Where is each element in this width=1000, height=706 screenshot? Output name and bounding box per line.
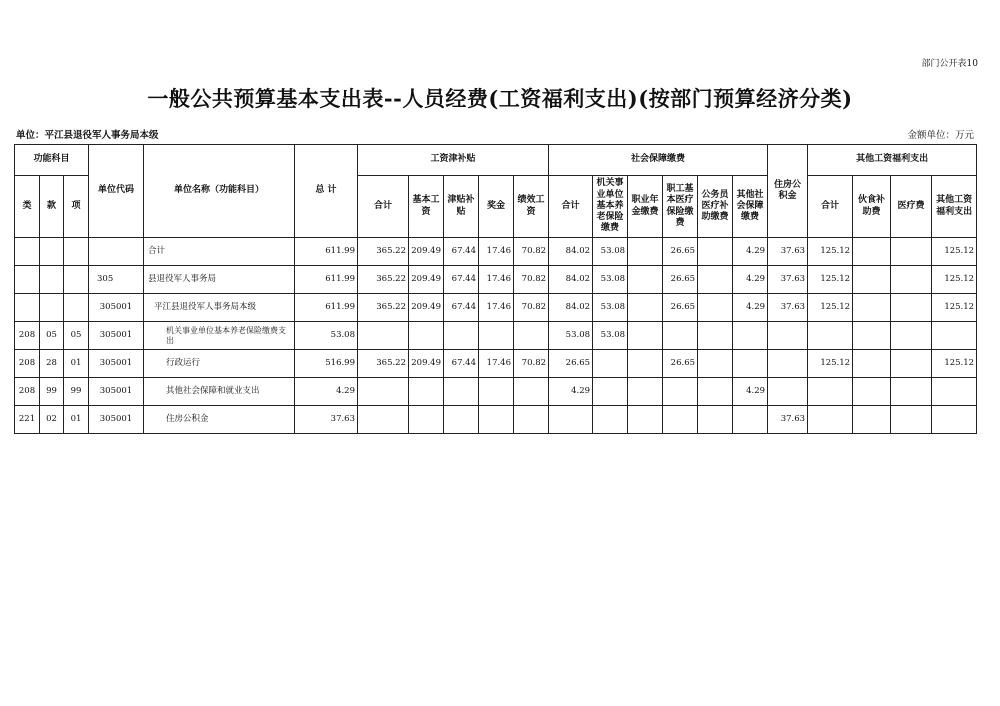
- amount-unit-label: 金额单位：万元: [907, 130, 974, 141]
- cell-wage: 67.44: [444, 350, 479, 378]
- cell-other: [891, 322, 932, 350]
- cell-other: [932, 322, 977, 350]
- cell-kuan: 05: [40, 322, 64, 350]
- cell-lei: [15, 294, 40, 322]
- cell-kuan: [40, 294, 64, 322]
- cell-other: 125.12: [808, 238, 853, 266]
- cell-wage: 70.82: [514, 266, 549, 294]
- cell-social: [628, 406, 663, 434]
- cell-wage: 67.44: [444, 238, 479, 266]
- cell-wage: [479, 378, 514, 406]
- cell-housing: 37.63: [768, 406, 808, 434]
- table-body: [15, 238, 977, 434]
- header-medical-fee: 医疗费: [891, 176, 932, 238]
- header-medical-insurance: 职工基本医疗保险缴费: [663, 176, 698, 238]
- cell-wage: [444, 378, 479, 406]
- cell-social: [698, 350, 733, 378]
- cell-other: [853, 266, 891, 294]
- table-row: [15, 238, 977, 266]
- cell-unit-code: 305001: [89, 294, 144, 322]
- header-other-group: 其他工资福利支出: [808, 145, 977, 176]
- cell-social: 84.02: [549, 238, 593, 266]
- cell-other: [932, 406, 977, 434]
- header-unit-code: 单位代码: [89, 145, 144, 238]
- cell-social: [628, 294, 663, 322]
- table-row: [15, 294, 977, 322]
- cell-other: [853, 378, 891, 406]
- cell-social: 4.29: [549, 378, 593, 406]
- cell-lei: 208: [15, 350, 40, 378]
- cell-other: [853, 294, 891, 322]
- cell-other: [808, 378, 853, 406]
- cell-unit-name: 其他社会保障和就业支出: [144, 378, 295, 406]
- cell-wage: [479, 406, 514, 434]
- cell-other: [891, 378, 932, 406]
- cell-unit-code: 305: [89, 266, 144, 294]
- cell-other: [853, 322, 891, 350]
- cell-social: [628, 378, 663, 406]
- cell-social: [698, 266, 733, 294]
- cell-total: 4.29: [295, 378, 358, 406]
- cell-other: 125.12: [932, 266, 977, 294]
- cell-wage: 17.46: [479, 350, 514, 378]
- cell-other: 125.12: [808, 266, 853, 294]
- header-performance-wage: 绩效工资: [514, 176, 549, 238]
- cell-other: [891, 294, 932, 322]
- header-civil-servant-medical: 公务员医疗补助缴费: [698, 176, 733, 238]
- unit-label: 单位：平江县退役军人事务局本级: [16, 130, 159, 141]
- cell-unit-code: 305001: [89, 406, 144, 434]
- cell-wage: [409, 322, 444, 350]
- table-row: [15, 266, 977, 294]
- cell-unit-code: 305001: [89, 350, 144, 378]
- table-row: [15, 378, 977, 406]
- cell-social: 4.29: [733, 294, 768, 322]
- cell-social: [593, 406, 628, 434]
- cell-total: 611.99: [295, 266, 358, 294]
- cell-unit-name: 平江县退役军人事务局本级: [144, 294, 295, 322]
- cell-xiang: 99: [64, 378, 89, 406]
- cell-unit-name: 行政运行: [144, 350, 295, 378]
- cell-social: 4.29: [733, 266, 768, 294]
- table-row: [15, 406, 977, 434]
- header-basic-wage: 基本工资: [409, 176, 444, 238]
- cell-social: [628, 266, 663, 294]
- header-social-group: 社会保障缴费: [549, 145, 768, 176]
- cell-social: [698, 238, 733, 266]
- cell-social: [733, 322, 768, 350]
- cell-housing: 37.63: [768, 238, 808, 266]
- cell-other: [853, 406, 891, 434]
- cell-social: 4.29: [733, 238, 768, 266]
- cell-housing: [768, 350, 808, 378]
- cell-social: 26.65: [663, 350, 698, 378]
- header-other-social: 其他社会保障缴费: [733, 176, 768, 238]
- cell-total: 37.63: [295, 406, 358, 434]
- cell-wage: 17.46: [479, 266, 514, 294]
- cell-wage: [409, 378, 444, 406]
- cell-total: 516.99: [295, 350, 358, 378]
- cell-social: [593, 350, 628, 378]
- cell-social: [663, 406, 698, 434]
- cell-social: 53.08: [593, 322, 628, 350]
- cell-social: 84.02: [549, 294, 593, 322]
- cell-wage: [444, 406, 479, 434]
- cell-social: [628, 322, 663, 350]
- header-allowance: 津贴补贴: [444, 176, 479, 238]
- cell-social: [698, 378, 733, 406]
- cell-wage: 209.49: [409, 238, 444, 266]
- cell-unit-name: 机关事业单位基本养老保险缴费支出: [144, 322, 295, 350]
- cell-wage: [479, 322, 514, 350]
- cell-housing: [768, 378, 808, 406]
- cell-social: 26.65: [663, 266, 698, 294]
- header-total: 总 计: [295, 145, 358, 238]
- cell-xiang: 01: [64, 350, 89, 378]
- cell-unit-name: 合计: [144, 238, 295, 266]
- cell-wage: [358, 322, 409, 350]
- cell-social: [628, 238, 663, 266]
- cell-other: [891, 238, 932, 266]
- cell-wage: [514, 378, 549, 406]
- cell-housing: 37.63: [768, 294, 808, 322]
- cell-kuan: 28: [40, 350, 64, 378]
- cell-total: 611.99: [295, 294, 358, 322]
- cell-social: 53.08: [593, 294, 628, 322]
- header-bonus: 奖金: [479, 176, 514, 238]
- header-wage-total: 合计: [358, 176, 409, 238]
- header-social-total: 合计: [549, 176, 593, 238]
- cell-unit-code: 305001: [89, 322, 144, 350]
- cell-wage: 70.82: [514, 350, 549, 378]
- cell-wage: [444, 322, 479, 350]
- cell-social: 26.65: [549, 350, 593, 378]
- header-wage-group: 工资津补贴: [358, 145, 549, 176]
- cell-wage: 365.22: [358, 266, 409, 294]
- cell-other: 125.12: [932, 238, 977, 266]
- cell-wage: [409, 406, 444, 434]
- cell-kuan: 02: [40, 406, 64, 434]
- cell-lei: 208: [15, 378, 40, 406]
- cell-kuan: 99: [40, 378, 64, 406]
- cell-lei: [15, 238, 40, 266]
- form-number: 部门公开表10: [921, 59, 978, 69]
- cell-other: 125.12: [932, 294, 977, 322]
- cell-wage: 17.46: [479, 238, 514, 266]
- cell-social: 53.08: [549, 322, 593, 350]
- cell-other: [891, 350, 932, 378]
- cell-wage: 67.44: [444, 294, 479, 322]
- cell-wage: 70.82: [514, 294, 549, 322]
- table-row: [15, 322, 977, 350]
- cell-social: [698, 294, 733, 322]
- cell-wage: 209.49: [409, 350, 444, 378]
- header-pension: 机关事业单位基本养老保险缴费: [593, 176, 628, 238]
- cell-other: 125.12: [932, 350, 977, 378]
- cell-social: [698, 406, 733, 434]
- cell-wage: 365.22: [358, 350, 409, 378]
- header-annuity: 职业年金缴费: [628, 176, 663, 238]
- cell-other: [853, 238, 891, 266]
- header-kuan: 款: [40, 176, 64, 238]
- budget-table: [14, 144, 977, 434]
- cell-unit-code: [89, 238, 144, 266]
- cell-wage: 17.46: [479, 294, 514, 322]
- cell-social: 26.65: [663, 294, 698, 322]
- cell-xiang: 05: [64, 322, 89, 350]
- header-other-total: 合计: [808, 176, 853, 238]
- header-meal-subsidy: 伙食补助费: [853, 176, 891, 238]
- cell-housing: [768, 322, 808, 350]
- cell-kuan: [40, 238, 64, 266]
- cell-lei: [15, 266, 40, 294]
- cell-other: [853, 350, 891, 378]
- cell-total: 53.08: [295, 322, 358, 350]
- cell-social: [549, 406, 593, 434]
- cell-wage: 365.22: [358, 238, 409, 266]
- cell-lei: 208: [15, 322, 40, 350]
- cell-wage: [514, 322, 549, 350]
- cell-wage: 209.49: [409, 266, 444, 294]
- cell-total: 611.99: [295, 238, 358, 266]
- table-row: [15, 350, 977, 378]
- cell-wage: [358, 378, 409, 406]
- cell-wage: 70.82: [514, 238, 549, 266]
- cell-xiang: [64, 238, 89, 266]
- cell-wage: 365.22: [358, 294, 409, 322]
- header-xiang: 项: [64, 176, 89, 238]
- page-title: 一般公共预算基本支出表--人员经费(工资福利支出)(按部门预算经济分类): [147, 86, 853, 111]
- cell-wage: 209.49: [409, 294, 444, 322]
- cell-social: 53.08: [593, 238, 628, 266]
- cell-housing: 37.63: [768, 266, 808, 294]
- cell-social: 84.02: [549, 266, 593, 294]
- cell-social: 53.08: [593, 266, 628, 294]
- cell-social: 4.29: [733, 378, 768, 406]
- cell-unit-code: 305001: [89, 378, 144, 406]
- cell-social: [593, 378, 628, 406]
- cell-unit-name: 住房公积金: [144, 406, 295, 434]
- cell-unit-name: 县退役军人事务局: [144, 266, 295, 294]
- cell-lei: 221: [15, 406, 40, 434]
- header-housing: 住房公积金: [768, 145, 808, 238]
- cell-social: [733, 350, 768, 378]
- cell-social: [663, 322, 698, 350]
- header-func-subject: 功能科目: [15, 145, 89, 176]
- cell-other: [891, 406, 932, 434]
- cell-social: [663, 378, 698, 406]
- cell-xiang: [64, 266, 89, 294]
- header-lei: 类: [15, 176, 40, 238]
- cell-social: [698, 322, 733, 350]
- cell-other: [808, 322, 853, 350]
- header-other-welfare: 其他工资福利支出: [932, 176, 977, 238]
- cell-other: [891, 266, 932, 294]
- cell-social: [733, 406, 768, 434]
- cell-kuan: [40, 266, 64, 294]
- cell-xiang: 01: [64, 406, 89, 434]
- cell-wage: [358, 406, 409, 434]
- cell-wage: [514, 406, 549, 434]
- cell-wage: 67.44: [444, 266, 479, 294]
- cell-xiang: [64, 294, 89, 322]
- cell-social: [628, 350, 663, 378]
- cell-other: [932, 378, 977, 406]
- cell-other: 125.12: [808, 350, 853, 378]
- header-unit-name: 单位名称（功能科目）: [144, 145, 295, 238]
- cell-social: 26.65: [663, 238, 698, 266]
- cell-other: 125.12: [808, 294, 853, 322]
- cell-other: [808, 406, 853, 434]
